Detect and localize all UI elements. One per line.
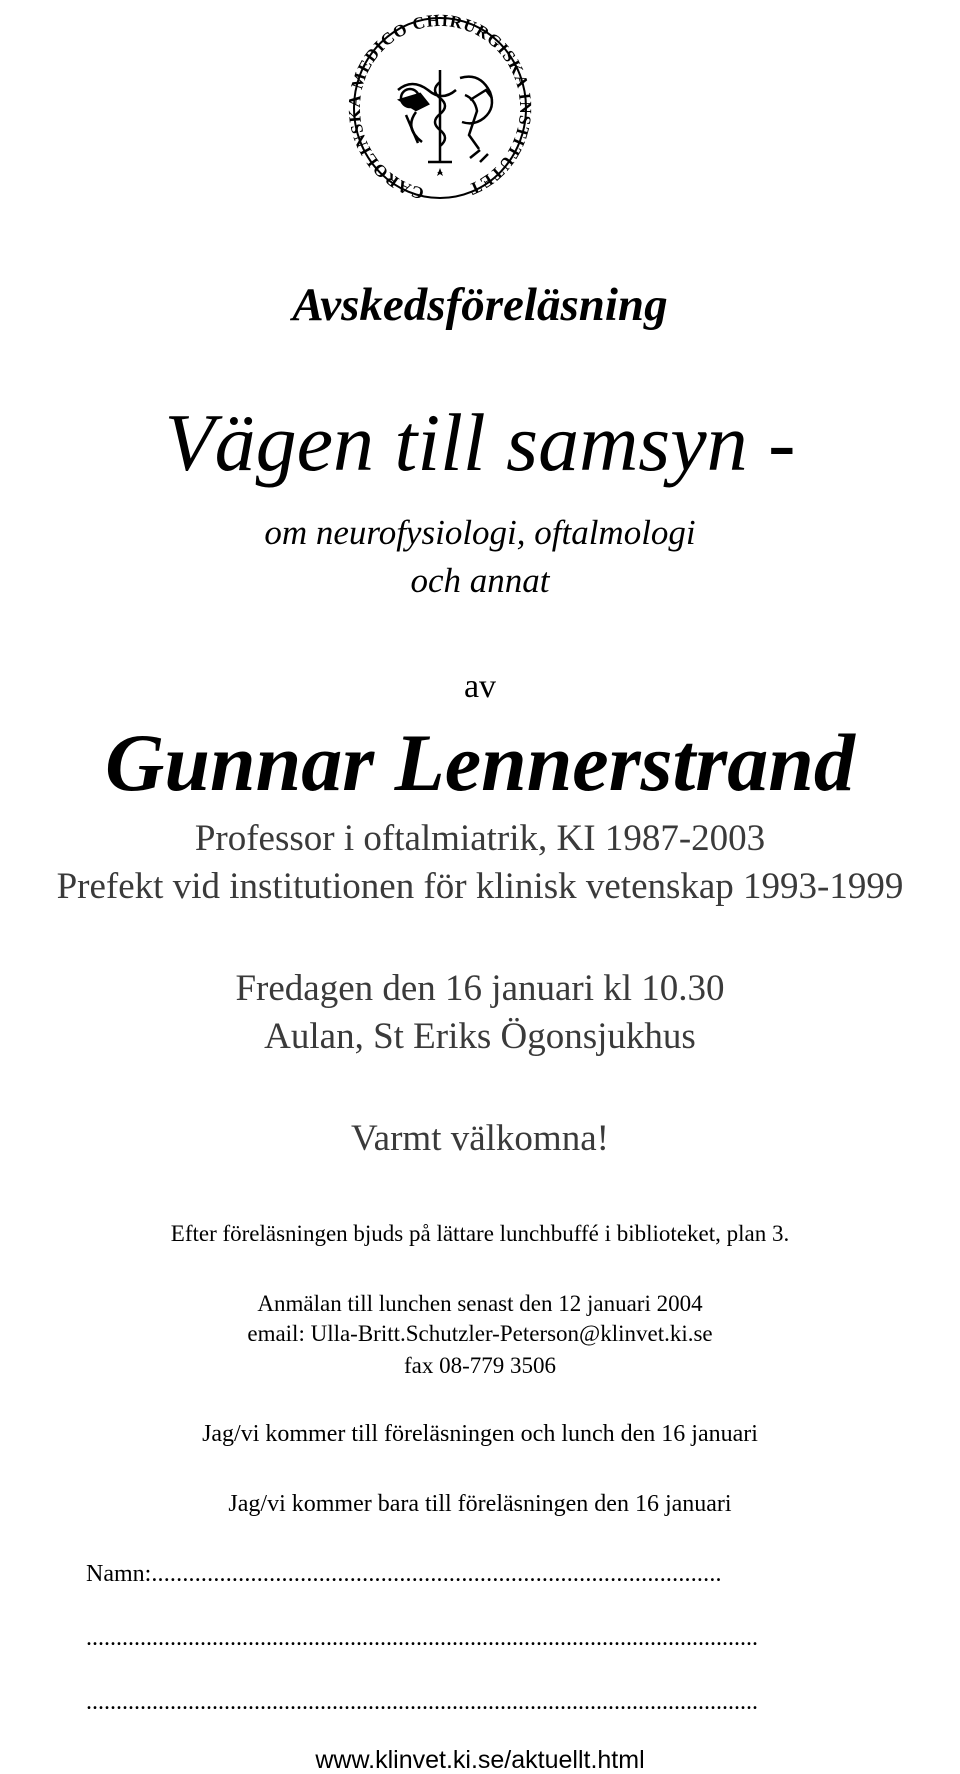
welcome-text: Varmt välkomna! <box>351 1118 609 1159</box>
name-field <box>86 1562 722 1586</box>
lecture-kind-heading: Avskedsföreläsning <box>292 279 668 331</box>
event-venue: Aulan, St Eriks Ögonsjukhus <box>264 1016 696 1057</box>
lecture-subtitle-line1: om neurofysiologi, oftalmologi <box>264 513 696 552</box>
reply-option-lecture-and-lunch: Jag/vi kommer till föreläsningen och lunch den 16 januari <box>202 1421 758 1447</box>
event-date: Fredagen den 16 januari kl 10.30 <box>235 968 725 1009</box>
reply-option-lecture-only: Jag/vi kommer bara till föreläsningen den 16 januari <box>228 1491 732 1517</box>
footer-url: www.klinvet.ki.se/aktuellt.html <box>315 1746 645 1774</box>
by-label: av <box>463 668 497 705</box>
svg-text:CAROLINSKA MEDICO CHIRURGISKA: CAROLINSKA MEDICO CHIRURGISKA INSTITUTET <box>344 10 536 204</box>
lunch-info: Efter föreläsningen bjuds på lättare lunchbuffé i biblioteket, plan 3. <box>170 1221 790 1246</box>
speaker-role-line1: Professor i oftalmiatrik, KI 1987-2003 <box>194 818 766 859</box>
name-dotted-line: ............................................................................................ <box>151 1561 722 1587</box>
rsvp-deadline: Anmälan till lunchen senast den 12 januari 2004 <box>257 1291 703 1316</box>
speaker-name: Gunnar Lennerstrand <box>105 717 855 808</box>
karolinska-seal-logo <box>320 0 560 210</box>
dotted-line-2: ................................................................................................................ <box>86 1625 758 1651</box>
speaker-role-line2: Prefekt vid institutionen för klinisk vetenskap 1993-1999 <box>56 866 904 907</box>
rsvp-email: email: Ulla-Britt.Schutzler-Peterson@klinvet.ki.se <box>247 1321 713 1346</box>
rsvp-fax: fax 08-779 3506 <box>403 1353 557 1378</box>
lecture-title: Vägen till samsyn - <box>164 397 796 488</box>
dotted-line-3: ................................................................................................................ <box>86 1689 758 1715</box>
name-label: Namn: <box>86 1561 152 1587</box>
lecture-subtitle-line2: och annat <box>410 561 550 600</box>
